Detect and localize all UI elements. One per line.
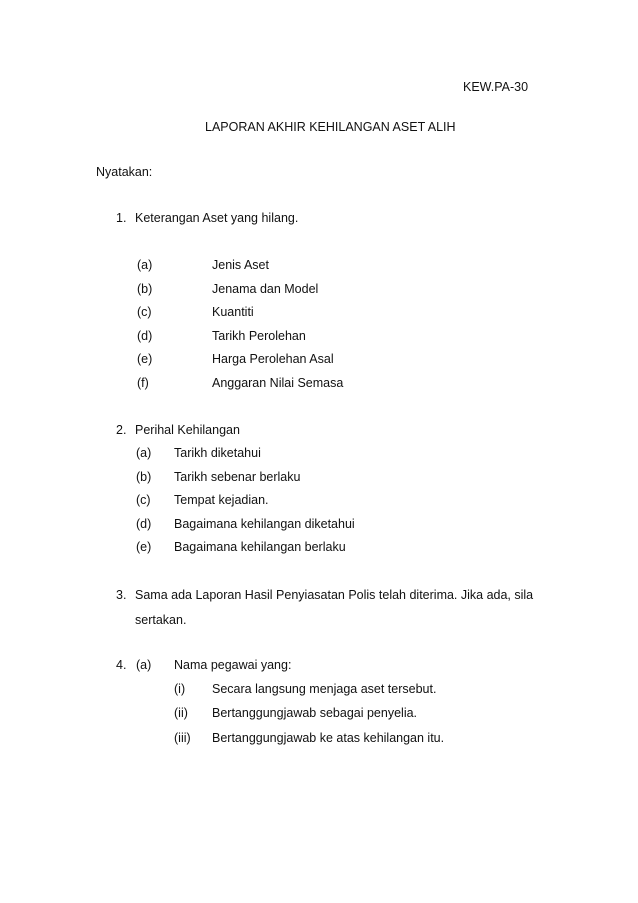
section4-item-label: (i): [174, 682, 186, 696]
section1-number: 1.: [116, 211, 127, 225]
intro-text: Nyatakan:: [96, 165, 153, 179]
section1-item-label: (d): [137, 329, 153, 343]
section4-item-label: (ii): [174, 706, 188, 720]
section1-item-text: Jenama dan Model: [212, 282, 319, 296]
section2-item-text: Bagaimana kehilangan diketahui: [174, 517, 355, 531]
section2-item-label: (a): [136, 446, 152, 460]
page-title: LAPORAN AKHIR KEHILANGAN ASET ALIH: [205, 120, 456, 134]
section1-item-text: Kuantiti: [212, 305, 254, 319]
section4-label: (a): [136, 658, 152, 672]
section2-item-text: Tarikh diketahui: [174, 446, 261, 460]
section4-item-text: Bertanggungjawab sebagai penyelia.: [212, 706, 418, 720]
section2-item-text: Tarikh sebenar berlaku: [174, 470, 301, 484]
section1-item-text: Harga Perolehan Asal: [212, 352, 334, 366]
section2-item-label: (c): [136, 493, 151, 507]
section2-item-text: Tempat kejadian.: [174, 493, 269, 507]
form-code: KEW.PA-30: [463, 80, 529, 94]
section3-text-line2: sertakan.: [135, 613, 187, 627]
section2-item-text: Bagaimana kehilangan berlaku: [174, 540, 346, 554]
section3-text-line1: Sama ada Laporan Hasil Penyiasatan Polis telah diterima. Jika ada, sila: [135, 588, 534, 602]
section1-item-label: (c): [137, 305, 152, 319]
section4-item-text: Secara langsung menjaga aset tersebut.: [212, 682, 437, 696]
section2-number: 2.: [116, 423, 127, 437]
section1-item-text: Anggaran Nilai Semasa: [212, 376, 344, 390]
section4-number: 4.: [116, 658, 127, 672]
section4-item-text: Bertanggungjawab ke atas kehilangan itu.: [212, 731, 445, 745]
section1-item-label: (f): [137, 376, 149, 390]
section2-item-label: (e): [136, 540, 152, 554]
section1-item-text: Jenis Aset: [212, 258, 269, 272]
section1-item-label: (a): [137, 258, 153, 272]
section2-title: Perihal Kehilangan: [135, 423, 240, 437]
section3-number: 3.: [116, 588, 127, 602]
section2-item-label: (b): [136, 470, 152, 484]
section1-item-label: (b): [137, 282, 153, 296]
section4-title: Nama pegawai yang:: [174, 658, 292, 672]
section4-item-label: (iii): [174, 731, 191, 745]
section1-item-label: (e): [137, 352, 153, 366]
section1-title: Keterangan Aset yang hilang.: [135, 211, 299, 225]
section2-item-label: (d): [136, 517, 152, 531]
section1-item-text: Tarikh Perolehan: [212, 329, 306, 343]
